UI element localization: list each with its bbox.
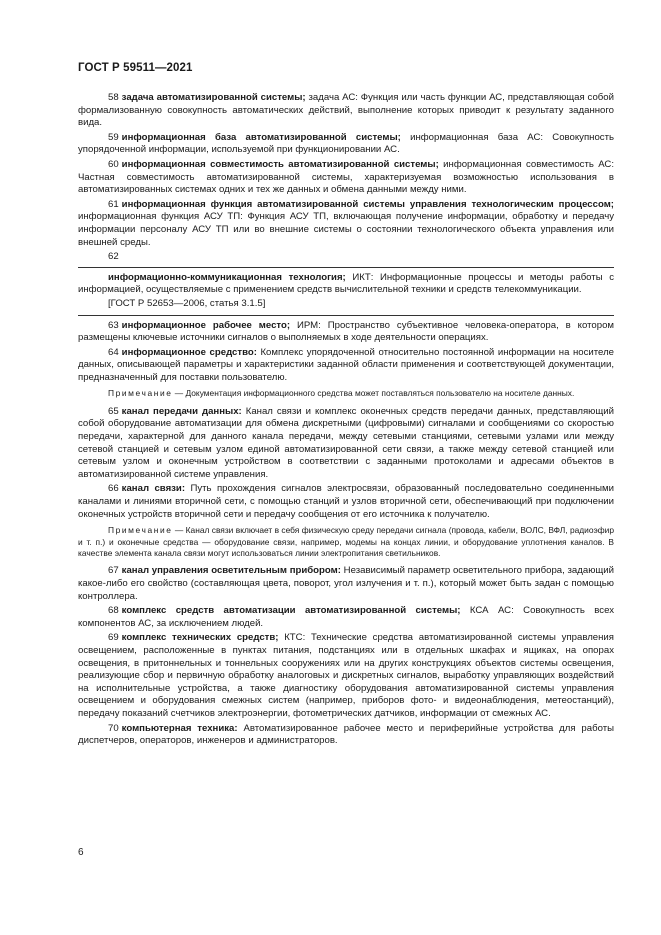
term-entry-63 [78,320,614,345]
note-label: Примечание [108,388,173,399]
term-name: информационное рабочее место; [121,319,291,331]
term-name: комплекс технических средств; [121,632,279,644]
term-definition: КТС: Технические средства автоматизированной системы управления освещением, расположенные в пунктах питания, подстанциях или в отдельных шкафах и ящиках, на опорах освещения, в притоннельных и тоннельных сооружениях или на других конструкциях объектов системы освещения, реализующие сбор и первичную обработку аналоговых и дискретных сигналов, выработку управляющих воздействий на исполнительные устройства, а также диагностику оборудования автоматизированной системы управления освещением и оборудования смежных систем (например, приборов фото- и видеонаблюдения, метеостанций), передачу показаний счетчиков электроэнергии, фотометрических датчиков, информации от смежных АС. [78,632,614,719]
document-header: ГОСТ Р 59511—2021 [78,62,193,74]
term-entry-69 [78,632,614,720]
note-text: — Канал связи включает в себя физическую среду передачи сигнала (провода, кабели, ВОЛС, ВФЛ, радиоэфир и т. п.) и оконечные средства — оборудование связи, например, модемы на концах линии, и оборудование уплотнения каналов. В качестве элемента канала связи могут использоваться линии электропитания светильников. [78,525,614,559]
term-definition: Канал связи и комплекс оконечных средств передачи данных, представляющий собой оборудование автоматизации для обмена дискретными (цифровыми) сигналами и сообщениями со скоростью передачи, характерной для данного канала передачи, между сетевыми станциями, сетевыми узлами или между сетевой станцией и сетевым узлом единой автоматизированной сети связи, а также между сетевой станцией или сетевым узлом и оконечным устройством в соответствии с заданными протоколами и адресами объектов в автоматизированной системе управления. [78,405,614,480]
term-number: 60 [108,158,119,170]
term-number: 70 [108,722,119,734]
term-name: канал связи: [121,483,186,495]
term-definition: ИКТ: Информационные процессы и методы работы с информацией, осуществляемые с применением средств вычислительной техники и средств телекоммуникации. [78,271,614,296]
term-definition: Комплекс упорядоченной относительно постоянной информации на носителе данных, описывающей параметры и характеристики заданной области применения и соответствующей документации, предназначенный для поставки пользователю. [78,346,615,383]
term-number: 65 [108,405,119,417]
term-entry-59 [78,132,614,157]
term-name: комплекс средств автоматизации автоматизированной системы; [121,605,461,617]
term-name: информационная совместимость автоматизированной системы; [121,158,439,170]
boxed-term-number: 62 [108,251,119,263]
term-name: канал управления осветительным прибором: [121,565,341,577]
term-entry-65 [78,406,614,482]
term-name: задача автоматизированной системы; [121,92,306,103]
term-entry-60 [78,159,614,197]
term-definition: ИРМ: Пространство субъективное человека-оператора, в котором размещены ключевые источники сигналов о выполняемых в ходе деятельности операциях. [78,319,614,344]
term-definition: информационная совместимость АС: Частная совместимость автоматизированной системы, характеризуемая возможностью использования в автоматизированных системах одних и тех же данных и обмена данными между ними. [78,158,615,196]
term-number: 63 [108,319,119,331]
term-entry-68 [78,605,614,630]
note-label: Примечание [108,525,173,536]
term-name: канал передачи данных: [121,405,242,417]
term-number: 69 [108,632,119,644]
document-body [78,92,614,750]
term-name: информационная база автоматизированной системы; [121,131,401,143]
term-definition: информационная база АС: Совокупность упорядоченной информации, используемой при функционировании АС. [78,131,614,156]
note-text: — Документация информационного средства может поставляться пользователю на носителе данных. [172,388,575,399]
term-entry-61 [78,199,614,249]
term-definition: Путь прохождения сигналов электросвязи, образованный последовательно соединенными каналами и линиями вторичной сети, с помощью станций и узлов вторичной сети, обеспечивающий при подключении оконечных устройств вторичной сети и передачу сообщения от его источника к получателю. [78,483,615,520]
term-number: 64 [108,346,119,358]
source-reference: [ГОСТ Р 52653—2006, статья 3.1.5] [108,297,266,309]
quoted-term-box [78,267,614,316]
note-communication-channel [78,525,614,559]
term-entry-64 [78,347,614,385]
term-number: 68 [108,605,119,617]
term-number: 61 [108,198,119,210]
term-entry-62 [78,272,614,297]
term-name: информационное средство: [121,346,257,358]
term-entry-58 [78,92,614,130]
term-entry-67 [78,565,614,603]
term-name: компьютерная техника: [121,722,238,734]
term-number: 66 [108,483,119,495]
term-definition: Независимый параметр осветительного прибора, задающий какое-либо его свойство (составляющая цвета, поворот, угол излучения и т. п.), который может быть задан с помощью контроллера. [78,565,615,602]
term-definition: КСА АС: Совокупность всех компонентов АС, за исключением людей. [78,605,614,629]
term-definition: задача АС: Функция или часть функции АС, представляющая собой формализованную совокупность автоматических действий, выполнение которых приводит к результату заданного вида. [78,92,614,129]
term-number: 59 [108,131,119,143]
term-definition: Автоматизированное рабочее место и периферийные устройства для работы диспетчеров, операторов, инженеров и администраторов. [78,722,614,747]
note-information-tool [78,388,614,399]
term-definition: информационная функция АСУ ТП: Функция АСУ ТП, включающая получение информации, обработку и передачу информации персоналу АСУ ТП или во внешние системы о состоянии технологического объекта управления или внешней среды. [78,211,614,248]
term-name: информационно-коммуникационная технология; [108,271,346,283]
term-number: 58 [108,92,119,103]
term-number: 67 [108,565,119,577]
term-name: информационная функция автоматизированной системы управления технологическим процессом; [121,198,614,210]
term-entry-70 [78,723,614,748]
term-entry-66 [78,483,614,521]
page-number: 6 [78,847,84,858]
